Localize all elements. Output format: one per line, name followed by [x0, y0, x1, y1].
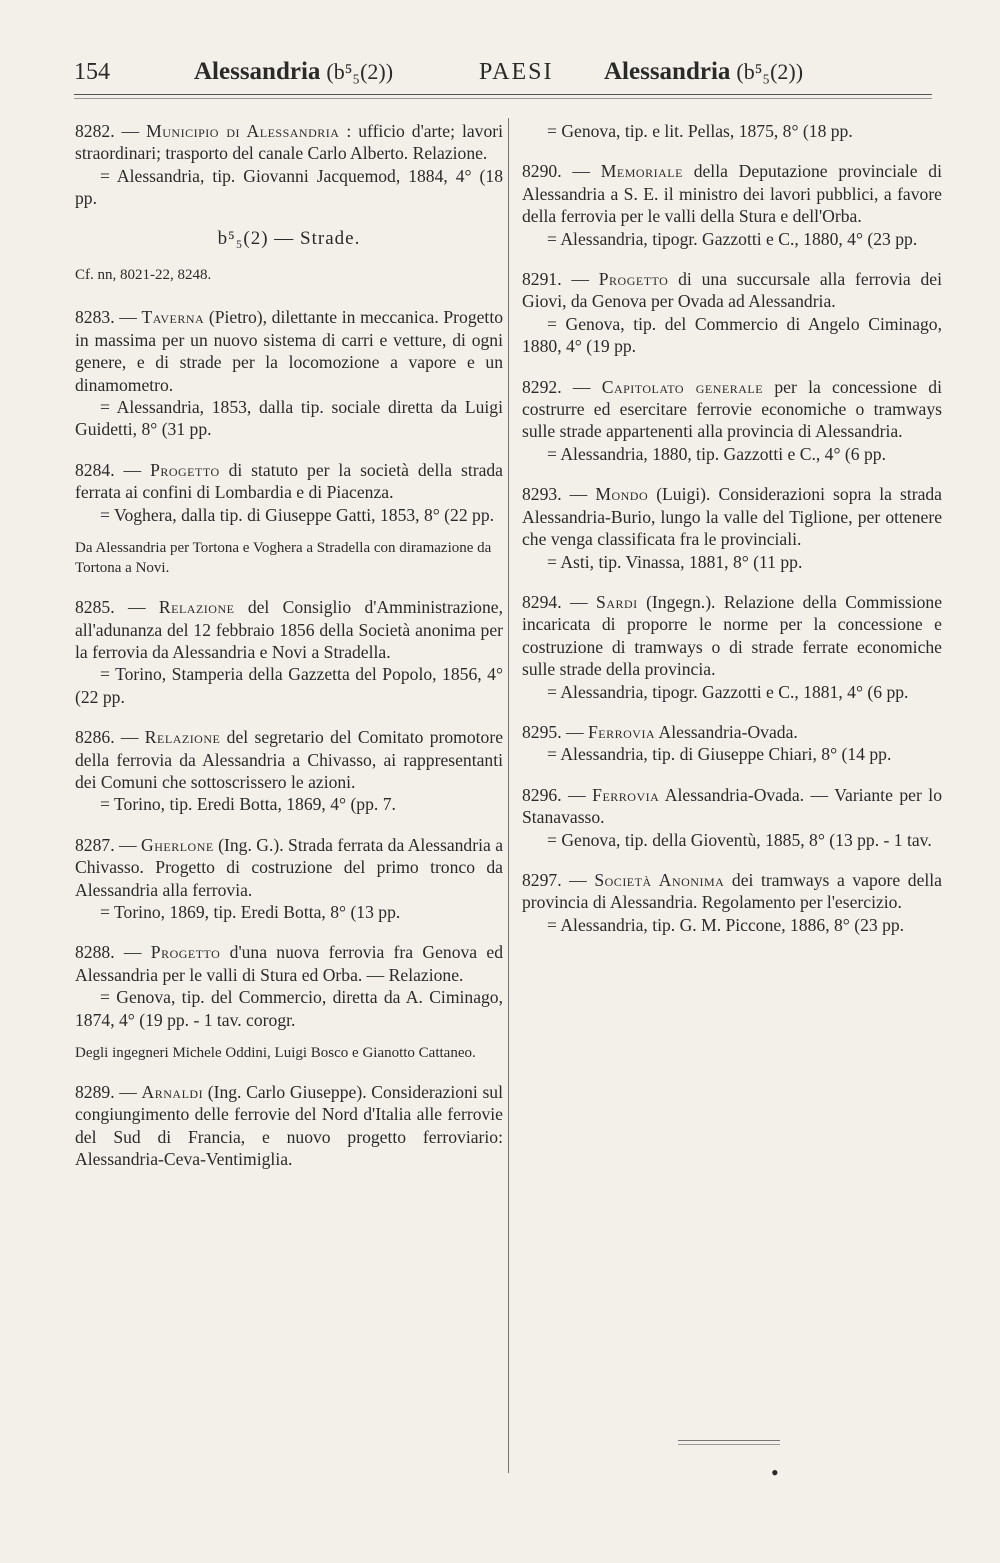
- section-heading: b⁵₅(2) — Strade.: [217, 227, 361, 249]
- entry-text: Alessandria-Ovada. — Variante per lo Stanavasso.: [522, 784, 942, 828]
- entry-number: 8297.: [522, 869, 562, 890]
- header-center: PAESI: [479, 59, 554, 85]
- entry-keyword: Sardi: [596, 591, 638, 612]
- entry-keyword: Relazione: [144, 727, 221, 748]
- entry-number: 8284.: [75, 459, 115, 480]
- entry-keyword: Gherlone: [141, 834, 214, 855]
- entry-keyword: Società Anonima: [594, 869, 725, 890]
- entry-number: 8293.: [522, 484, 562, 505]
- entry-keyword: Capitolato generale: [601, 376, 764, 397]
- entry-text: d'una nuova ferrovia fra Genova ed Alessandria per le valli di Stura ed Orba. — Relazione.: [75, 942, 503, 985]
- bullet-mark: •: [771, 1460, 779, 1485]
- entry-number: 8296.: [522, 784, 562, 805]
- header-left: [194, 52, 393, 92]
- bibliography-entry: 8287. — Gherlone (Ing. G.). Strada ferrata da Alessandria a Chivasso. Progetto di costruzione del primo tronco da Alessandria alla ferrovia. = Torino, 1869, tip. Eredi Botta, 8° (13 pp.: [75, 834, 504, 922]
- entry-keyword: Progetto: [150, 459, 220, 480]
- entry-text: di una succursale alla ferrovia dei Giovi, da Genova per Ovada ad Alessandria.: [522, 269, 942, 312]
- bibliography-entry: 8296. — Ferrovia Alessandria-Ovada. — Variante per lo Stanavasso. = Genova, tip. della Gioventù, 1885, 8° (13 pp. - 1 tav.: [522, 784, 942, 850]
- entry-text: del Consiglio d'Amministrazione, all'adunanza del 12 febbraio 1856 della Società anonima per la ferrovia da Alessandria e Novi a Stradella.: [75, 597, 503, 662]
- bibliography-entry: 8293. — Mondo (Luigi). Considerazioni sopra la strada Alessandria-Burio, lungo la valle del Tiglione, per ottenere che venga classificata fra le provinciali. = Asti, tip. Vinassa, 1881, 8° (11 pp.: [522, 484, 942, 572]
- entry-imprint: = Alessandria, 1880, tip. Gazzotti e C., 4° (6 pp.: [547, 443, 886, 464]
- header-rule: [74, 94, 932, 95]
- entry-text: della Deputazione provinciale di Alessandria a S. E. il ministro dei lavori pubblici, a favore della ferrovia per le valli della Stura e dell'Orba.: [522, 161, 942, 227]
- header-right: [604, 52, 803, 92]
- entry-imprint: = Torino, Stamperia della Gazzetta del Popolo, 1856, 4° (22 pp.: [75, 664, 503, 707]
- header-right-title: Alessandria: [604, 58, 731, 85]
- entry-text: (Ingegn.). Relazione della Commissione incaricata di proporre le norme per la concessione e costruzione di tramways o di strade ferrate economiche sulle strade della provincia.: [522, 591, 943, 680]
- entry-keyword: Progetto: [150, 942, 221, 963]
- entry-number: 8286.: [75, 727, 115, 748]
- entry-keyword: Taverna: [141, 307, 205, 328]
- entry-text: (Ing. Carlo Giuseppe). Considerazioni sul congiungimento delle ferrovie del Nord d'Italia alle ferrovie del Sud di Francia, e nuovo progetto ferroviario: Alessandria-Ceva-Ventimiglia.: [75, 1082, 503, 1170]
- header-right-code: (b⁵₅(2)): [736, 59, 804, 84]
- right-column: [522, 120, 942, 954]
- entry-number: 8288.: [75, 942, 115, 963]
- bibliography-entry: 8284. — Progetto di statuto per la società della strada ferrata ai confini di Lombardia e di Piacenza. = Voghera, dalla tip. di Giuseppe Gatti, 1853, 8° (22 pp.: [75, 459, 503, 525]
- bibliography-entry: 8294. — Sardi (Ingegn.). Relazione della Commissione incaricata di proporre le norme per la concessione e costruzione di tramways o di strade ferrate economiche sulle strade della provincia. = Alessandria, tipogr. Gazzotti e C., 1881, 4° (6 pp.: [522, 591, 943, 702]
- entry-text: (Ing. G.). Strada ferrata da Alessandria a Chivasso. Progetto di costruzione del primo tronco da Alessandria alla ferrovia.: [75, 834, 504, 900]
- entry-imprint: = Torino, 1869, tip. Eredi Botta, 8° (13 pp.: [100, 901, 401, 922]
- bibliography-entry: 8282. — Municipio di Alessandria : ufficio d'arte; lavori straordinari; trasporto del canale Carlo Alberto. Relazione. = Alessandria, tip. Giovanni Jacquemod, 1884, 4° (18 pp.: [75, 121, 503, 209]
- entry-imprint: = Genova, tip. del Commercio di Angelo Ciminago, 1880, 4° (19 pp.: [522, 313, 942, 357]
- column-divider: [508, 118, 509, 1473]
- entry-number: 8291.: [522, 269, 562, 290]
- end-rule-secondary: [678, 1444, 780, 1445]
- header-left-code: (b⁵₅(2)): [326, 59, 394, 84]
- entry-imprint: = Torino, tip. Eredi Botta, 1869, 4° (pp. 7.: [100, 794, 396, 815]
- entry-number: 8290.: [522, 161, 562, 182]
- entry-number: 8292.: [522, 376, 562, 397]
- entry-text: di statuto per la società della strada ferrata ai confini di Lombardia e di Piacenza.: [75, 459, 503, 503]
- bibliography-entry: 8283. — Taverna (Pietro), dilettante in meccanica. Progetto in massima per un nuovo sistema di carri e vetture, di ogni genere, e di strade per la locomozione a vapore e un dinamometro. = Alessandria, 1853, dalla tip. sociale diretta da Luigi Guidetti, 8° (31 pp.: [75, 307, 504, 440]
- entry-keyword: Progetto: [598, 269, 669, 290]
- entry-imprint: = Alessandria, tipogr. Gazzotti e C., 1880, 4° (23 pp.: [547, 228, 918, 249]
- bibliography-entry: 8285. — Relazione del Consiglio d'Amministrazione, all'adunanza del 12 febbraio 1856 della Società anonima per la ferrovia da Alessandria e Novi a Stradella. = Torino, Stamperia della Gazzetta del Popolo, 1856, 4° (22 pp.: [75, 597, 503, 707]
- entry-imprint: = Genova, tip. del Commercio, diretta da A. Ciminago, 1874, 4° (19 pp. - 1 tav. corogr.: [75, 987, 503, 1030]
- entry-keyword: Arnaldi: [141, 1082, 204, 1102]
- entry-imprint: = Alessandria, tip. G. M. Piccone, 1886, 8° (23 pp.: [547, 914, 905, 935]
- entry-number: 8289.: [75, 1082, 115, 1102]
- entry-number: 8295.: [522, 721, 562, 742]
- entry-imprint: = Alessandria, 1853, dalla tip. sociale diretta da Luigi Guidetti, 8° (31 pp.: [75, 397, 503, 440]
- entry-number: 8287.: [75, 834, 115, 855]
- entry-keyword: Municipio di Alessandria: [146, 121, 340, 141]
- cross-reference: Cf. nn, 8021-22, 8248.: [75, 267, 212, 284]
- entry-text: (Pietro), dilettante in meccanica. Progetto in massima per un nuovo sistema di carri e vetture, di ogni genere, e di strade per la locomozione a vapore e un dinamometro.: [75, 307, 504, 395]
- entry-imprint: = Genova, tip. e lit. Pellas, 1875, 8° (18 pp.: [547, 121, 853, 141]
- entry-number: 8285.: [75, 597, 115, 618]
- entry-imprint: = Alessandria, tipogr. Gazzotti e C., 1881, 4° (6 pp.: [547, 681, 909, 702]
- bibliography-entry: 8291. — Progetto di una succursale alla ferrovia dei Giovi, da Genova per Ovada ad Alessandria. = Genova, tip. del Commercio di Angelo Ciminago, 1880, 4° (19 pp.: [522, 269, 942, 357]
- bibliography-entry: 8297. — Società Anonima dei tramways a vapore della provincia di Alessandria. Regolamento per l'esercizio. = Alessandria, tip. G. M. Piccone, 1886, 8° (23 pp.: [522, 869, 942, 935]
- left-column: [75, 120, 503, 1189]
- entry-imprint: = Voghera, dalla tip. di Giuseppe Gatti, 1853, 8° (22 pp.: [100, 504, 495, 525]
- bibliography-entry: 8286. — Relazione del segretario del Comitato promotore della ferrovia da Alessandria a Chivasso, ai rappresentanti dei Comuni che sottoscrissero le azioni. = Torino, tip. Eredi Botta, 1869, 4° (pp. 7.: [75, 727, 504, 815]
- page-number: 154: [74, 59, 110, 85]
- entry-imprint: = Alessandria, tip. di Giuseppe Chiari, 8° (14 pp.: [547, 744, 892, 765]
- entry-keyword: Relazione: [158, 597, 235, 618]
- entry-note: Degli ingegneri Michele Oddini, Luigi Bosco e Gianotto Cattaneo.: [75, 1045, 476, 1061]
- entry-keyword: Mondo: [595, 484, 649, 505]
- entry-imprint: = Genova, tip. della Gioventù, 1885, 8° (13 pp. - 1 tav.: [547, 829, 932, 850]
- entry-text: dei tramways a vapore della provincia di Alessandria. Regolamento per l'esercizio.: [522, 869, 942, 913]
- entry-number: 8294.: [522, 591, 562, 612]
- entry-keyword: Memoriale: [600, 161, 683, 182]
- bibliography-entry: 8290. — Memoriale della Deputazione provinciale di Alessandria a S. E. il ministro dei lavori pubblici, a favore della ferrovia per le valli della Stura e dell'Orba. = Alessandria, tipogr. Gazzotti e C., 1880, 4° (23 pp.: [522, 161, 942, 249]
- bibliography-entry: 8295. — Ferrovia Alessandria-Ovada. = Alessandria, tip. di Giuseppe Chiari, 8° (14 pp.: [522, 721, 942, 766]
- header-left-title: Alessandria: [194, 58, 321, 85]
- bibliography-entry: 8289. — Arnaldi (Ing. Carlo Giuseppe). Considerazioni sul congiungimento delle ferrovie del Nord d'Italia alle ferrovie del Sud di Francia, e nuovo progetto ferroviario: Alessandria-Ceva-Ventimiglia.: [75, 1082, 503, 1170]
- entry-text: : ufficio d'arte; lavori straordinari; trasporto del canale Carlo Alberto. Relazione.: [75, 121, 503, 164]
- end-rule: [678, 1440, 780, 1441]
- entry-text: del segretario del Comitato promotore della ferrovia da Alessandria a Chivasso, ai rappresentanti dei Comuni che sottoscrissero le azioni.: [75, 727, 504, 792]
- entry-imprint: = Alessandria, tip. Giovanni Jacquemod, 1884, 4° (18 pp.: [75, 165, 503, 209]
- bibliography-entry: 8292. — Capitolato generale per la concessione di costrurre ed esercitare ferrovie economiche o tramways sulle strade appartenenti alla provincia di Alessandria. = Alessandria, 1880, tip. Gazzotti e C., 4° (6 pp.: [522, 376, 942, 464]
- entry-note: Da Alessandria per Tortona e Voghera a Stradella con diramazione da Tortona a Novi.: [75, 540, 492, 577]
- entry-number: 8282.: [75, 121, 115, 141]
- entry-text: Alessandria-Ovada.: [658, 721, 798, 742]
- entry-keyword: Ferrovia: [592, 784, 660, 805]
- bibliography-entry: 8288. — Progetto d'una nuova ferrovia fra Genova ed Alessandria per le valli di Stura ed Orba. — Relazione. = Genova, tip. del Commercio, diretta da A. Ciminago, 1874, 4° (19 pp. - 1 tav. corogr.: [75, 942, 503, 1030]
- bibliography-entry: [522, 120, 942, 142]
- entry-text: (Luigi). Considerazioni sopra la strada Alessandria-Burio, lungo la valle del Tiglione, per ottenere che venga classificata fra le provinciali.: [522, 484, 942, 550]
- entry-keyword: Ferrovia: [587, 721, 656, 742]
- entry-text: per la concessione di costrurre ed esercitare ferrovie economiche o tramways sulle strade appartenenti alla provincia di Alessandria.: [522, 376, 942, 442]
- running-header: [74, 52, 944, 96]
- entry-imprint: = Asti, tip. Vinassa, 1881, 8° (11 pp.: [547, 551, 803, 572]
- entry-number: 8283.: [75, 307, 115, 328]
- header-rule-secondary: [74, 98, 932, 99]
